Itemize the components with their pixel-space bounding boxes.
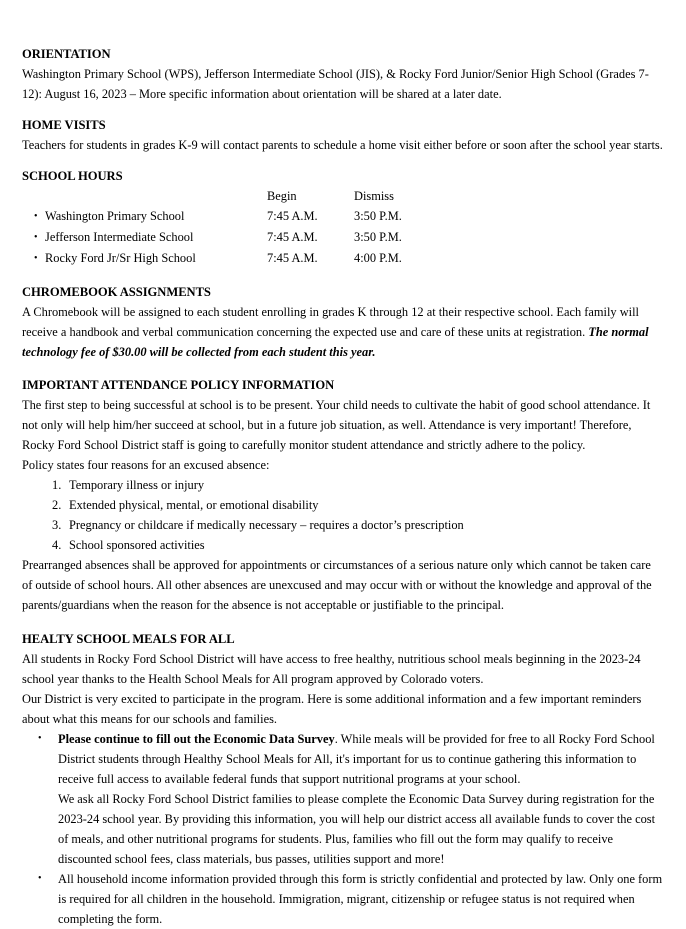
- list-item-number: 2.: [52, 498, 62, 512]
- document-body: [22, 44, 663, 929]
- spacer: [22, 104, 663, 115]
- bullet-icon: •: [38, 873, 42, 884]
- table-row: [22, 206, 444, 227]
- column-header-school: [22, 186, 267, 206]
- attendance-policy-list: [22, 475, 663, 555]
- column-header-dismiss: Dismiss: [354, 189, 394, 203]
- bullet-icon: •: [38, 733, 42, 744]
- meals-paragraph-1: All students in Rocky Ford School District will have access to free healthy, nutritious school meals beginning in the 2023-24 school year thanks to the Health School Meals for All program approved by Colorado voters.: [22, 652, 641, 686]
- school-hours-table: [22, 186, 444, 269]
- bullet-lead-rest: All household income information provided through this form is strictly confidential and protected by law. Only one form is required for all children in the household. Immigration, migrant, citizenship or refugee status is not required when completing the form.: [58, 872, 663, 926]
- list-item: [22, 869, 663, 929]
- section-heading-attendance: IMPORTANT ATTENDANCE POLICY INFORMATION: [22, 378, 335, 392]
- meals-paragraph-2: Our District is very excited to participate in the program. Here is some additional information and a few important reminders about what this means for our schools and families.: [22, 692, 642, 726]
- section-heading-school-meals: HEALTY SCHOOL MEALS FOR ALL: [22, 632, 235, 646]
- meals-bullet-list: [22, 729, 663, 929]
- table-cell-dismiss: 3:50 P.M.: [354, 230, 402, 244]
- home-visits-paragraph: Teachers for students in grades K-9 will contact parents to schedule a home visit either before or soon after the school year starts.: [22, 138, 663, 152]
- list-item: [22, 495, 663, 515]
- school-name: Jefferson Intermediate School: [45, 230, 194, 244]
- section-heading-chromebook: CHROMEBOOK ASSIGNMENTS: [22, 285, 211, 299]
- list-item-label: Temporary illness or injury: [69, 478, 205, 492]
- list-item: [22, 475, 663, 495]
- orientation-paragraph: Washington Primary School (WPS), Jefferson Intermediate School (JIS), & Rocky Ford Junior/Senior High School (Grades 7-12): August 16, 2023 – More specific information about orientation will be shared at a later date.: [22, 67, 649, 101]
- table-cell-begin: 7:45 A.M.: [267, 209, 318, 223]
- spacer: [22, 615, 663, 629]
- section-heading-school-hours: SCHOOL HOURS: [22, 169, 123, 183]
- school-name: Rocky Ford Jr/Sr High School: [45, 251, 196, 265]
- school-hours-table-head: [22, 186, 444, 206]
- bullet-lead-rest: . While meals will be provided for free to all Rocky Ford School District students through Healthy School Meals for All, it's important for us to continue gathering this information to receive full access to available federal funds that support nutritional programs at your school.: [58, 732, 655, 786]
- table-cell-begin: 7:45 A.M.: [267, 251, 318, 265]
- table-row: [22, 248, 444, 269]
- list-item: [22, 515, 663, 535]
- section-heading-orientation: ORIENTATION: [22, 47, 111, 61]
- list-item-number: 4.: [52, 538, 62, 552]
- section-heading-home-visits: HOME VISITS: [22, 118, 106, 132]
- list-item-number: 3.: [52, 518, 62, 532]
- table-cell-begin: 7:45 A.M.: [267, 230, 318, 244]
- list-item-label: School sponsored activities: [69, 538, 205, 552]
- table-row: [22, 227, 444, 248]
- bullet-lead-bold: Please continue to fill out the Economic Data Survey: [58, 732, 335, 746]
- table-header-row: [22, 186, 444, 206]
- list-item: [22, 729, 663, 869]
- school-hours-table-body: [22, 206, 444, 269]
- table-cell-dismiss: 4:00 P.M.: [354, 251, 402, 265]
- list-item: [22, 535, 663, 555]
- table-cell-school: [22, 206, 267, 227]
- chromebook-text-plain: A Chromebook will be assigned to each student enrolling in grades K through 12 at their respective school. Each family will receive a handbook and verbal communication concerning the expected use and care of these units at registration.: [22, 305, 639, 339]
- attendance-closing-paragraph: Prearranged absences shall be approved for appointments or circumstances of a serious nature only which cannot be taken care of outside of school hours. All other absences are unexcused and may occur with or without the knowledge and approval of the parents/guardians when the reason for the absence is not acceptable or justifiable to the principal.: [22, 558, 652, 612]
- table-cell-school: [22, 227, 267, 248]
- chromebook-text-emphasis: The normal technology fee of $30.00 will be collected from each student this year.: [22, 325, 649, 359]
- attendance-policy-lead: Policy states four reasons for an excused absence:: [22, 458, 270, 472]
- bullet-extra-paragraph: We ask all Rocky Ford School District families to please complete the Economic Data Survey during registration for the 2023-24 school year. By providing this information, you will help our district access all available funds to cover the cost of meals, and other nutritional programs for students. Plus, families who fill out the form may qualify to receive discounted school fees, class materials, bus passes, utilities support and more!: [58, 792, 656, 866]
- school-name: Washington Primary School: [45, 209, 185, 223]
- bullet-icon: •: [34, 211, 38, 222]
- column-header-begin: Begin: [267, 189, 297, 203]
- list-item-label: Pregnancy or childcare if medically necessary – requires a doctor’s prescription: [69, 518, 464, 532]
- chromebook-paragraph: [22, 302, 663, 362]
- table-cell-school: [22, 248, 267, 269]
- bullet-icon: •: [34, 232, 38, 243]
- list-item-label: Extended physical, mental, or emotional disability: [69, 498, 319, 512]
- attendance-intro-paragraph: The first step to being successful at school is to be present. Your child needs to cultivate the habit of good school attendance. It not only will help him/her succeed at school, but in a future job situation, as well. Attendance is very important! Therefore, Rocky Ford School District staff is going to carefully monitor student attendance and strictly adhere to the policy.: [22, 398, 651, 452]
- bullet-icon: •: [34, 253, 38, 264]
- spacer: [22, 269, 663, 282]
- list-item-number: 1.: [52, 478, 62, 492]
- spacer: [22, 362, 663, 375]
- table-cell-dismiss: 3:50 P.M.: [354, 209, 402, 223]
- spacer: [22, 155, 663, 166]
